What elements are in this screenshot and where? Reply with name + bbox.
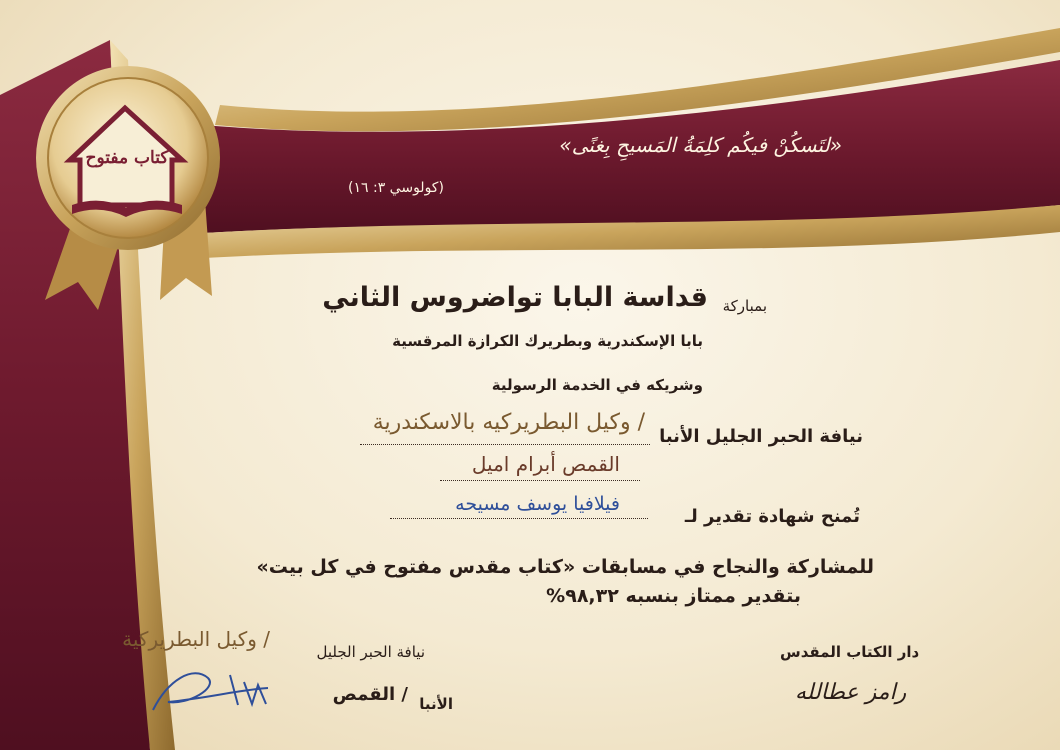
left-signature-label: نيافة الحبر الجليل	[316, 643, 425, 661]
pope-name: قداسة البابا تواضروس الثاني	[322, 282, 708, 313]
priest-underline	[440, 480, 640, 481]
verse-text: «لتَسكُنْ فيكُم كلِمَةُ المَسيحِ بِغنًى»	[559, 133, 842, 157]
award-reason: للمشاركة والنجاح في مسابقات «كتاب مقدس مفتوح في كل بيت»	[256, 556, 874, 578]
left-signature-scribble	[148, 660, 288, 720]
blessing-label: بمباركة	[722, 297, 767, 315]
bishop-label: نيافة الحبر الجليل الأنبا	[659, 426, 863, 447]
grant-label: تُمنح شهادة تقدير لـ	[684, 506, 860, 527]
bishop-name: / وكيل البطريركيه بالاسكندرية	[372, 410, 645, 435]
priest-name: القمص أبرام اميل	[471, 452, 620, 476]
recipient-underline	[390, 518, 648, 519]
logo-text: كتاب مفتوح	[85, 148, 169, 168]
bishop-underline	[360, 444, 650, 445]
award-grade: بتقدير ممتاز بنسبه ٩٨,٣٢%	[546, 585, 801, 607]
verse-reference: (كولوسي ٣: ١٦)	[348, 180, 444, 196]
pope-title: بابا الإسكندرية وبطريرك الكرازة المرقسية	[392, 332, 703, 350]
partner-intro: وشريكه في الخدمة الرسولية	[491, 376, 703, 394]
left-signature-title: / وكيل البطريركية	[122, 627, 270, 651]
left-anba-label: الأنبا	[419, 695, 453, 713]
left-priest-label: / القمص	[332, 684, 408, 705]
right-signature-label: دار الكتاب المقدس	[780, 643, 920, 661]
recipient-name: فيلافيا يوسف مسيحه	[455, 493, 620, 515]
right-signature-text: رامز عطالله	[795, 680, 907, 705]
